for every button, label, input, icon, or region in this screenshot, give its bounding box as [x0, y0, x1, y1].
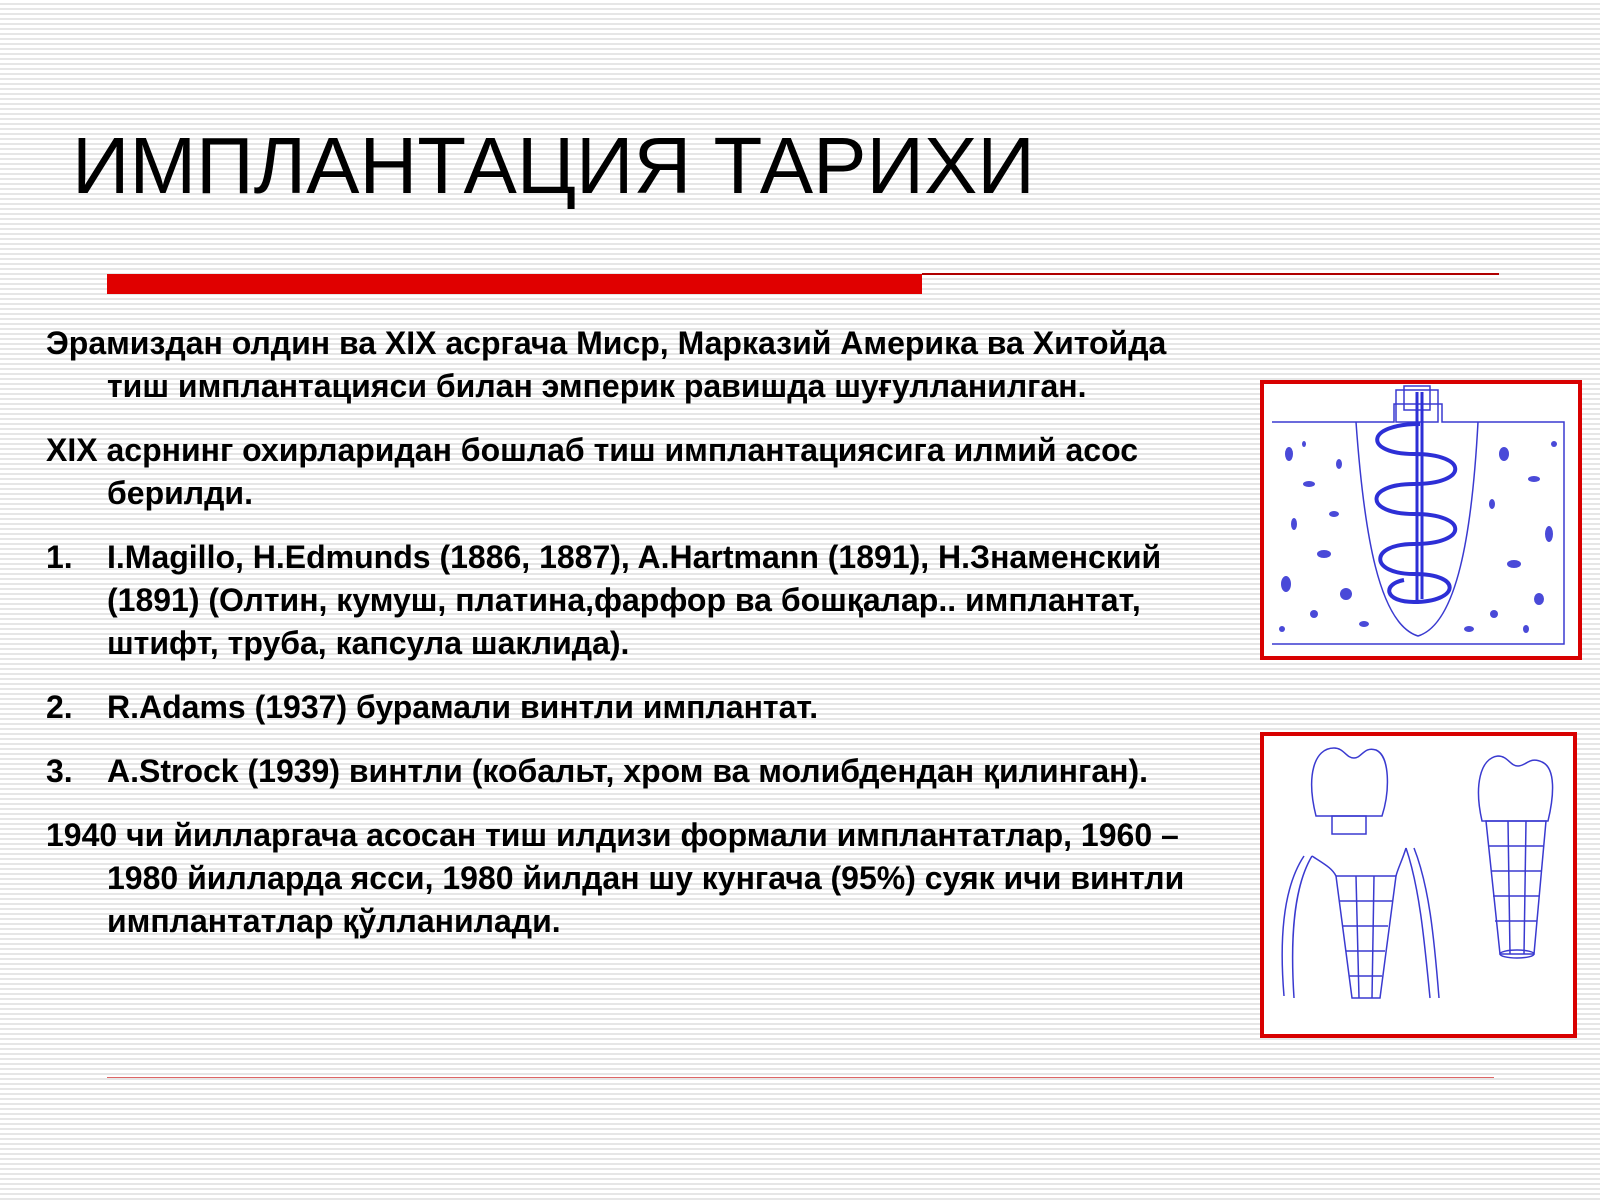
spiral-implant-figure	[1260, 380, 1582, 660]
closing-paragraph: 1940 чи йилларгача асосан тиш илдизи формали имплантатлар, 1960 – 1980 йилларда ясси, 1980 йилдан шу кунгача (95%) суяк ичи винтли имплантатлар қўлланилади.	[46, 817, 1185, 939]
list-item-text: R.Adams (1937) бурамали винтли имплантат.	[107, 689, 819, 725]
title-underline-thick	[107, 274, 922, 294]
list-item-number: 3.	[46, 753, 73, 789]
footer-divider	[107, 1077, 1494, 1078]
list-item-number: 1.	[46, 539, 73, 575]
slide-title: ИМПЛАНТАЦИЯ ТАРИХИ	[72, 121, 1035, 210]
title-underline-thin	[922, 273, 1499, 275]
basket-implant-figure	[1260, 732, 1577, 1038]
list-item-text: I.Magillo, H.Edmunds (1886, 1887), A.Hartmann (1891), Н.Знаменский (1891) (Олтин, кумуш, платина,фарфор ва бошқалар.. имплантат, штифт, труба, капсула шаклида).	[107, 539, 1162, 661]
list-item-text: A.Strock (1939) винтли (кобальт, хром ва молибдендан қилинган).	[107, 753, 1148, 789]
list-item-number: 2.	[46, 689, 73, 725]
second-paragraph: XIX асрнинг охирларидан бошлаб тиш имплантациясига илмий асос берилди.	[46, 432, 1138, 511]
list-item	[46, 686, 1236, 729]
list-item	[46, 750, 1236, 793]
intro-paragraph: Эрамиздан олдин ва XIX асргача Миср, Марказий Америка ва Хитойда тиш имплантацияси билан эмперик равишда шуғулланилган.	[46, 325, 1167, 404]
basket-implant-drawing	[1264, 736, 1573, 1034]
slide-body	[46, 322, 1236, 964]
list-item	[46, 536, 1236, 665]
spiral-implant-drawing	[1264, 384, 1578, 656]
